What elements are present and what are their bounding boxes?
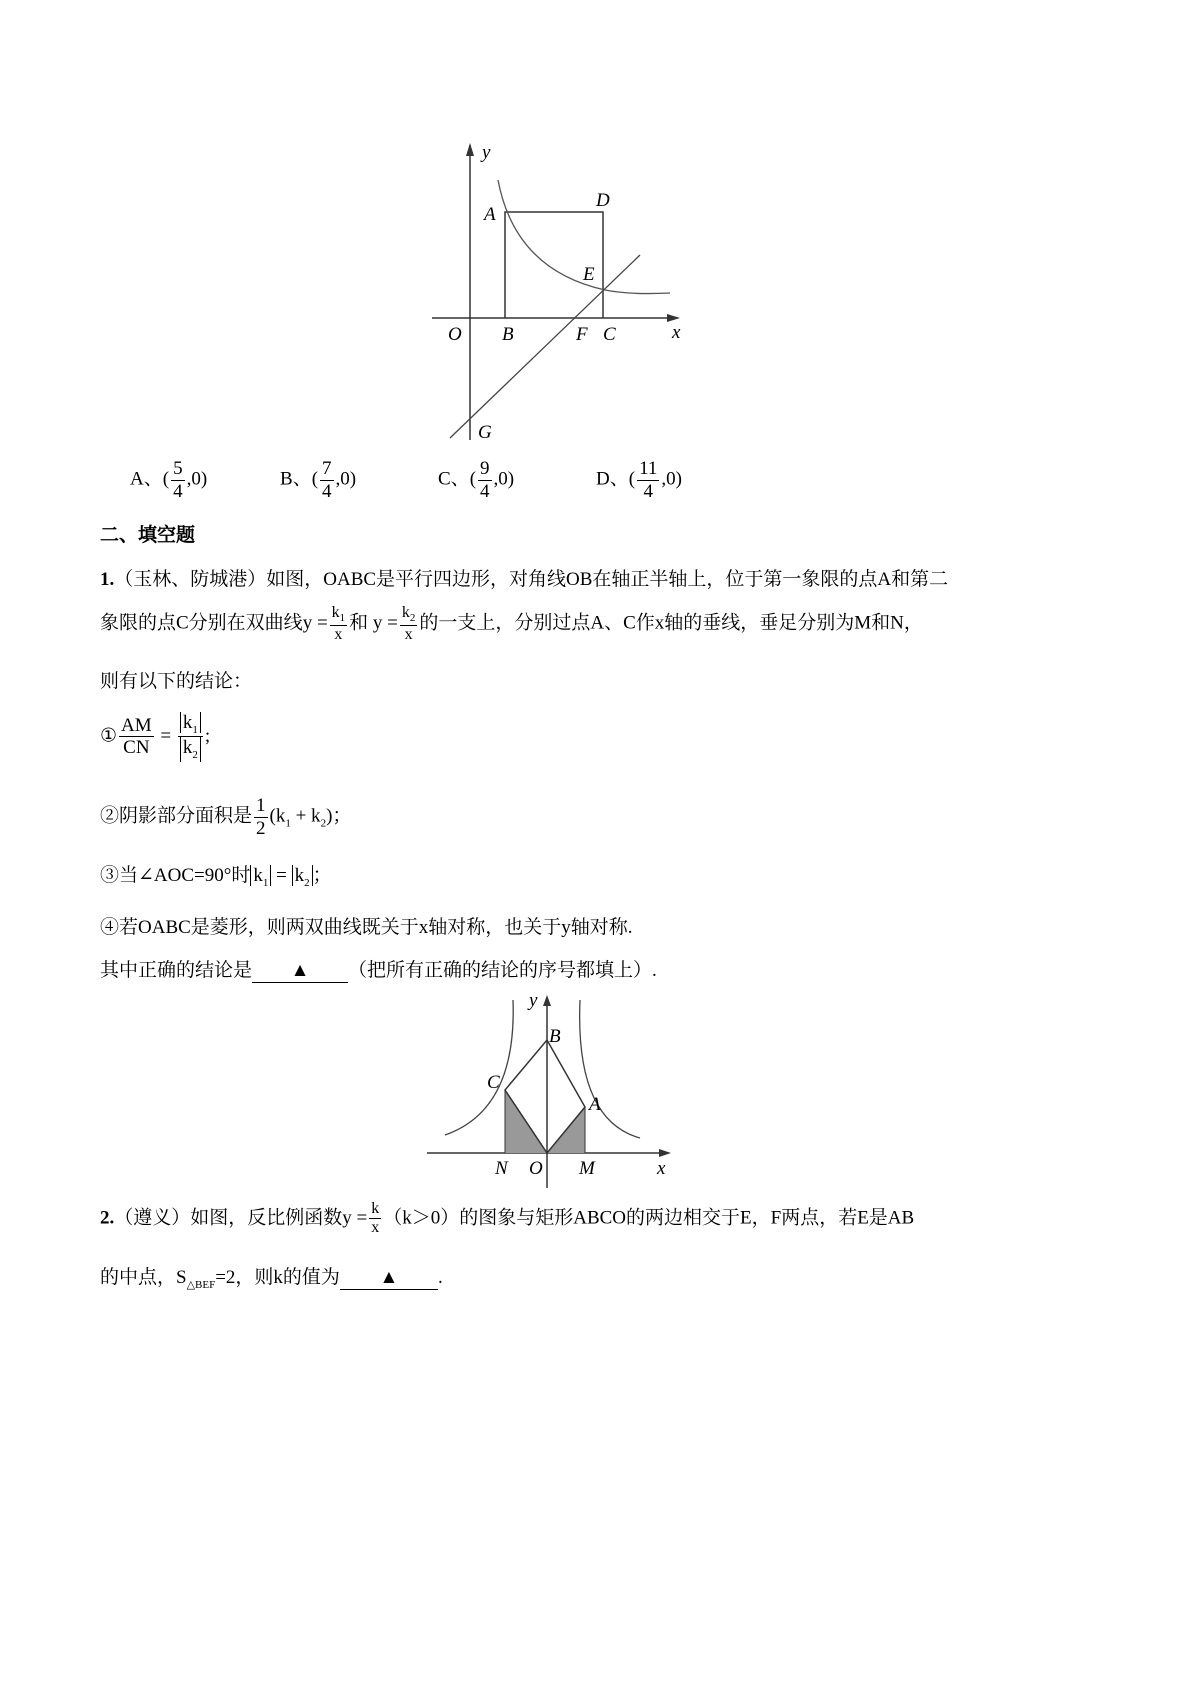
label-O: O bbox=[529, 1158, 543, 1179]
q2-line1: 2.（遵义）如图，反比例函数y = $\frac{k}{x}$ （k＞0）的图象与矩形ABCO的两边相交于E，F两点，若E是AB bbox=[100, 1200, 915, 1237]
q1-line2: 象限的点C分别在双曲线y = $\frac{k_1}{x}$ 和 y = $\frac{k_2}{x}$ 的一支上，分别过点A、C作x轴的垂线，垂足分别为M和N， bbox=[100, 604, 923, 643]
label-C: C bbox=[487, 1072, 500, 1093]
label-F: F bbox=[576, 324, 588, 345]
label-D: D bbox=[596, 190, 610, 211]
y-arrow-icon bbox=[543, 995, 551, 1006]
label-M: M bbox=[579, 1158, 595, 1179]
label-B: B bbox=[502, 324, 514, 345]
label-N: N bbox=[495, 1158, 508, 1179]
choice-c: C、( $\frac{9}{4}$ ,0) bbox=[438, 458, 515, 502]
line-GF bbox=[450, 255, 640, 438]
x-arrow-icon bbox=[659, 1149, 671, 1157]
label-x: x bbox=[672, 322, 681, 343]
q1-answer-line: 其中正确的结论是 ▲ （把所有正确的结论的序号都填上）. bbox=[100, 960, 657, 981]
q1-conclusion-4: ④若OABC是菱形，则两双曲线既关于x轴对称，也关于y轴对称. bbox=[100, 917, 633, 938]
label-B: B bbox=[549, 1026, 561, 1047]
hyperbola-right bbox=[580, 1000, 640, 1138]
q1-conclusion-3: ③当∠AOC=90°时 $k_1 = k_2$ ； bbox=[100, 865, 332, 889]
section-heading: 二、填空题 bbox=[100, 525, 196, 546]
label-O: O bbox=[448, 324, 462, 345]
q1-conclusion-2: ②阴影部分面积是 $\frac{1}{2}$ $(k_1 + k_2)$； bbox=[100, 795, 352, 839]
q1-line3: 则有以下的结论： bbox=[100, 671, 253, 692]
label-y: y bbox=[529, 990, 538, 1011]
x-arrow-icon bbox=[667, 314, 680, 322]
label-A: A bbox=[484, 204, 496, 225]
choice-b: B、( $\frac{7}{4}$ ,0) bbox=[280, 458, 357, 502]
figure-parallelogram-hyperbolas bbox=[425, 990, 685, 1190]
figure-rectangle-hyperbola bbox=[430, 140, 690, 445]
label-A: A bbox=[589, 1094, 601, 1115]
q1-conclusion-1: ① $\frac{AM}{CN}$ = $\frac{k_1}{k_2}$ ; bbox=[100, 712, 211, 762]
y-arrow-icon bbox=[466, 143, 474, 156]
label-y: y bbox=[482, 142, 491, 163]
q1-line1: 1.（玉林、防城港）如图，OABC是平行四边形，对角线OB在轴正半轴上，位于第一象限的点A和第二 bbox=[100, 569, 949, 590]
label-E: E bbox=[583, 264, 595, 285]
label-C: C bbox=[603, 324, 616, 345]
label-G: G bbox=[478, 422, 492, 443]
q2-line2: 的中点，$S_{\triangle BEF}=2$，则k的值为 ▲ . bbox=[100, 1267, 443, 1291]
answer-blank[interactable]: ▲ bbox=[340, 1267, 438, 1290]
label-x: x bbox=[657, 1158, 666, 1179]
answer-blank[interactable]: ▲ bbox=[252, 960, 348, 983]
choice-a: A、( $\frac{5}{4}$ ,0) bbox=[130, 458, 208, 502]
hyperbola-left bbox=[445, 1000, 513, 1135]
choice-d: D、( $\frac{11}{4}$ ,0) bbox=[596, 458, 682, 502]
